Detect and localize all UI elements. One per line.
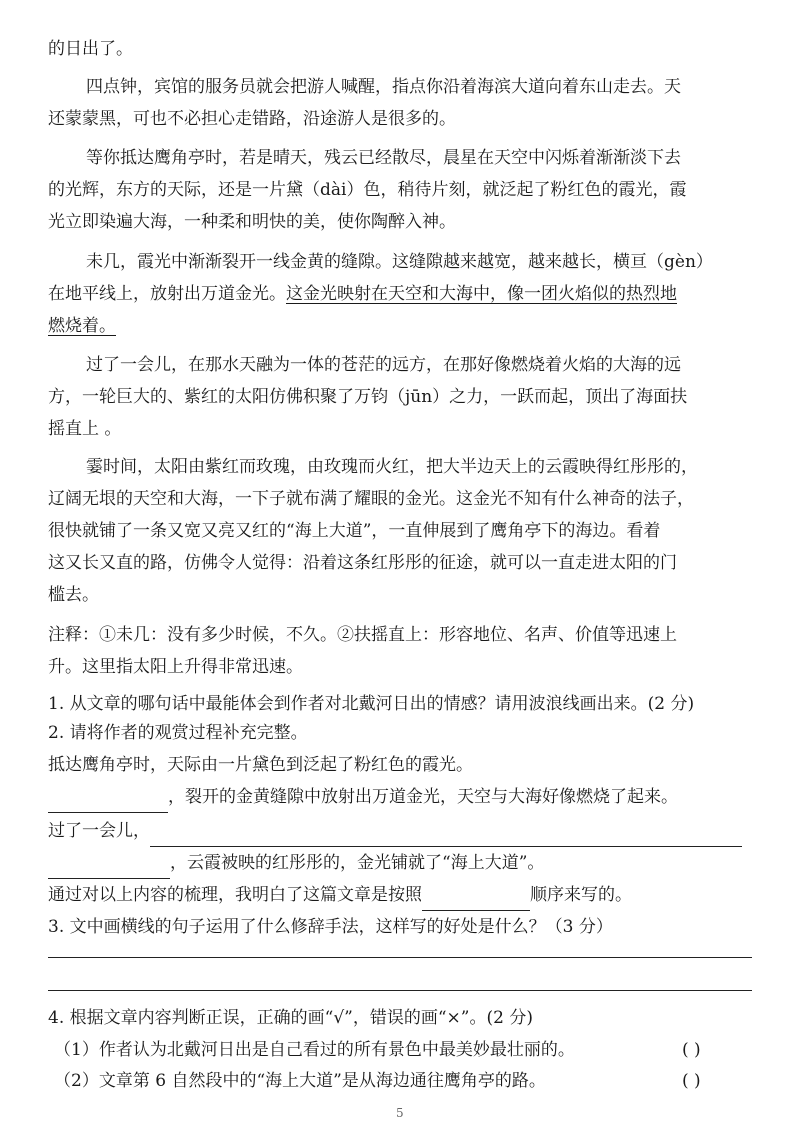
paragraph-3-plain-text: 在地平线上，放射出万道金光。 bbox=[48, 284, 286, 304]
paragraph-1-line-1: 四点钟，宾馆的服务员就会把游人喊醒，指点你沿着海滨大道向着东山走去。天 bbox=[86, 77, 681, 97]
paragraph-3-line-3 bbox=[48, 311, 116, 342]
paragraph-5-line-4: 这又长又直的路，仿佛令人觉得：沿着这条红彤彤的征途，就可以一直走进太阳的门 bbox=[48, 553, 677, 573]
question-2-sentence-5-text-a: 通过对以上内容的梳理，我明白了这篇文章是按照 bbox=[48, 885, 422, 905]
question-2-sentence-5-text-b: 顺序来写的。 bbox=[530, 885, 632, 905]
question-2-sentence-3 bbox=[48, 816, 742, 847]
question-2-sentence-2 bbox=[48, 782, 678, 813]
paragraph-4-line-3: 摇直上 。 bbox=[48, 419, 122, 439]
paragraph-5-line-2: 辽阔无垠的天空和大海，一下子就布满了耀眼的金光。这金光不知有什么神奇的法子， bbox=[48, 489, 694, 509]
question-2-sentence-5 bbox=[48, 880, 632, 911]
paragraph-2-line-1: 等你抵达鹰角亭时，若是晴天，残云已经散尽，晨星在天空中闪烁着渐渐淡下去 bbox=[86, 148, 681, 168]
question-4-item-2-answer-box[interactable]: ( ) bbox=[682, 1071, 701, 1091]
question-2-sentence-1: 抵达鹰角亭时，天际由一片黛色到泛起了粉红色的霞光。 bbox=[48, 755, 473, 775]
paragraph-2-line-3: 光立即染遍大海，一种柔和明快的美，使你陶醉入神。 bbox=[48, 212, 456, 232]
answer-blank-1[interactable] bbox=[48, 790, 168, 813]
question-4-item-1-answer-box[interactable]: ( ) bbox=[682, 1040, 701, 1060]
underlined-sentence: 这金光映射在天空和大海中，像一团火焰似的热烈地 bbox=[286, 284, 677, 304]
notes-line-1: 注释：①未几：没有多少时候，不久。②扶摇直上：形容地位、名声、价值等迅速上 bbox=[48, 625, 677, 645]
paragraph-2-line-2: 的光辉，东方的天际，还是一片黛（dài）色，稍待片刻，就泛起了粉红色的霞光，霞 bbox=[48, 180, 687, 200]
answer-blank-2[interactable] bbox=[150, 824, 742, 847]
question-2-sentence-4 bbox=[48, 848, 544, 879]
question-2-sentence-2-text: ，裂开的金黄缝隙中放射出万道金光，天空与大海好像燃烧了起来。 bbox=[168, 787, 678, 807]
answer-line-2[interactable] bbox=[48, 990, 752, 991]
question-2-sentence-4-text: ，云霞被映的红彤彤的，金光铺就了“海上大道”。 bbox=[170, 853, 545, 873]
notes-line-2: 升。这里指太阳上升得非常迅速。 bbox=[48, 657, 303, 677]
paragraph-5-line-5: 槛去。 bbox=[48, 585, 99, 605]
question-2-sentence-3-text: 过了一会儿， bbox=[48, 821, 150, 841]
answer-blank-3[interactable] bbox=[48, 856, 170, 879]
underlined-sentence-end: 燃烧着。 bbox=[48, 316, 116, 336]
question-4-title: 4. 根据文章内容判断正误，正确的画“√”，错误的画“×”。(2 分) bbox=[48, 1008, 533, 1028]
paragraph-3-line-1: 未几，霞光中渐渐裂开一线金黄的缝隙。这缝隙越来越宽，越来越长，横亘（gèn） bbox=[86, 252, 713, 272]
paragraph-5-line-3: 很快就铺了一条又宽又亮又红的“海上大道”，一直伸展到了鹰角亭下的海边。看着 bbox=[48, 521, 661, 541]
question-4-item-1: （1）作者认为北戴河日出是自己看过的所有景色中最美妙最壮丽的。 bbox=[54, 1040, 575, 1060]
question-1: 1. 从文章的哪句话中最能体会到作者对北戴河日出的情感？请用波浪线画出来。(2 分) bbox=[48, 694, 695, 714]
question-3: 3. 文中画横线的句子运用了什么修辞手法，这样写的好处是什么？（3 分） bbox=[48, 917, 613, 937]
paragraph-1-line-2: 还蒙蒙黑，可也不必担心走错路，沿途游人是很多的。 bbox=[48, 109, 456, 129]
paragraph-0-line: 的日出了。 bbox=[48, 39, 133, 59]
paragraph-4-line-1: 过了一会儿，在那水天融为一体的苍茫的远方，在那好像燃烧着火焰的大海的远 bbox=[86, 355, 681, 375]
question-2-title: 2. 请将作者的观赏过程补充完整。 bbox=[48, 723, 308, 743]
paragraph-5-line-1: 霎时间，太阳由紫红而玫瑰，由玫瑰而火红，把大半边天上的云霞映得红彤彤的， bbox=[86, 457, 698, 477]
page-number: 5 bbox=[396, 1106, 404, 1120]
question-4-item-2: （2）文章第 6 自然段中的“海上大道”是从海边通往鹰角亭的路。 bbox=[54, 1071, 546, 1091]
answer-line-1[interactable] bbox=[48, 957, 752, 958]
paragraph-4-line-2: 方，一轮巨大的、紫红的太阳仿佛积聚了万钧（jūn）之力，一跃而起，顶出了海面扶 bbox=[48, 387, 688, 407]
paragraph-3-line-2 bbox=[48, 279, 677, 310]
answer-blank-4[interactable] bbox=[422, 888, 530, 911]
